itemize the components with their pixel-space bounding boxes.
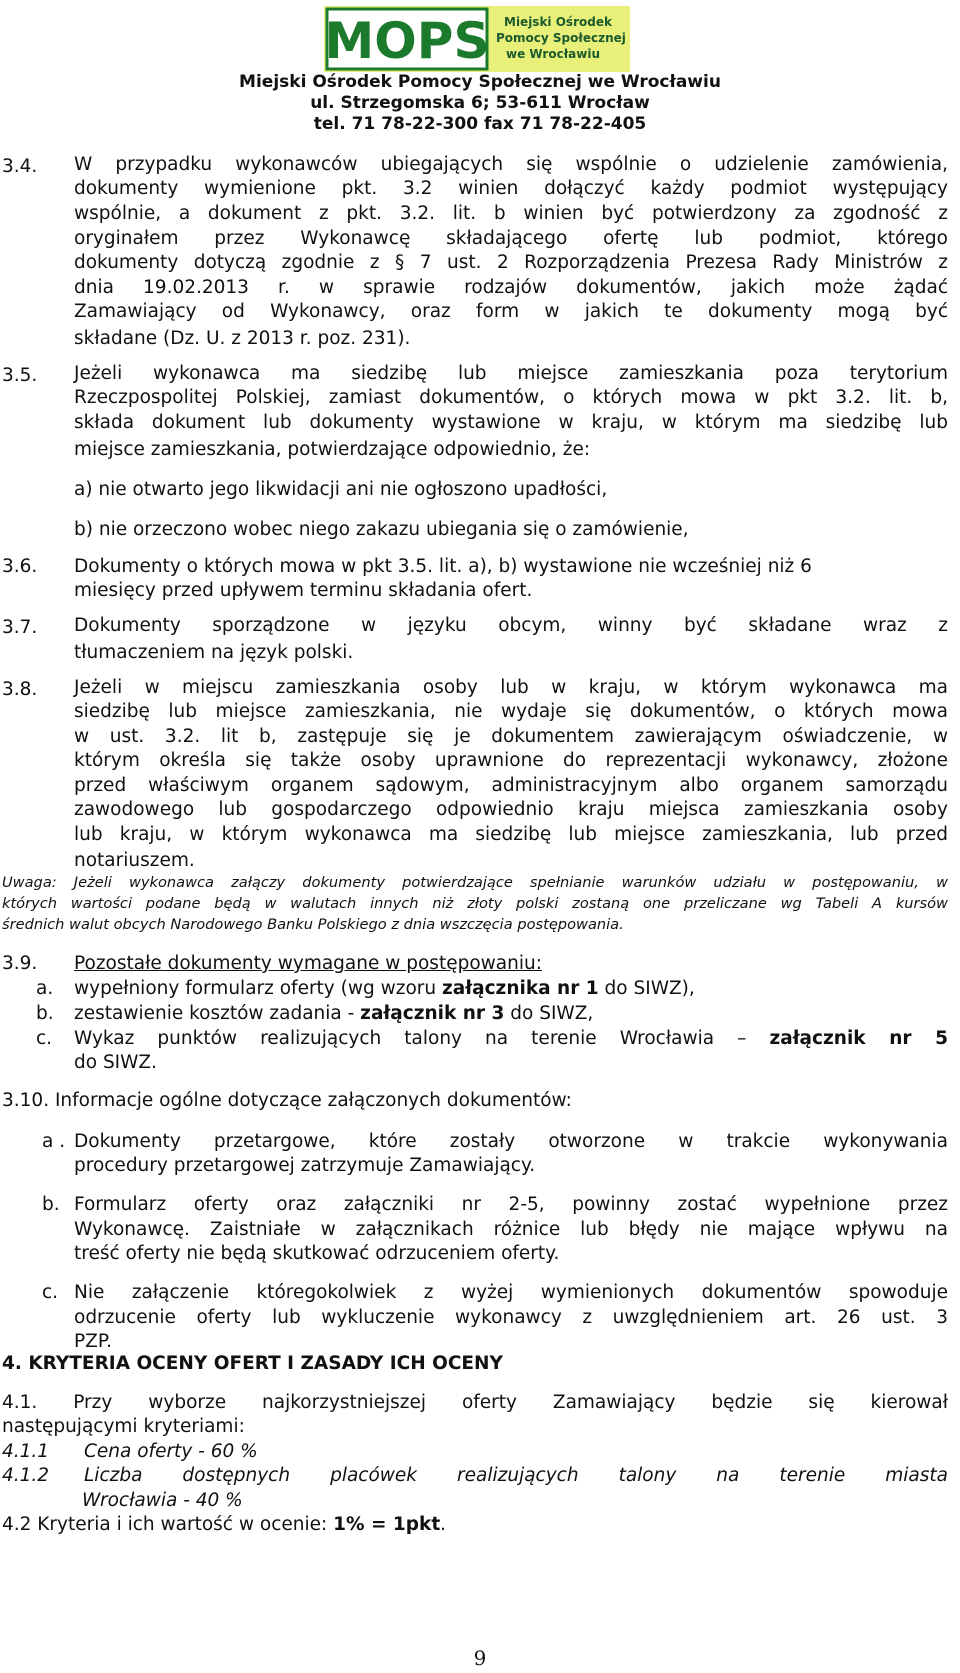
text-line: przed właściwym organem sądowym, administracyjnym albo organem samorządu [74, 775, 948, 796]
text-line: Wykonawcę. Zaistniałe w załącznikach różnice lub błędy nie mające wpływu na [74, 1219, 948, 1240]
section-number: 3.7. [2, 617, 38, 638]
text-line: składa dokument lub dokumenty wystawione w kraju, w którym ma siedzibę lub [74, 412, 948, 433]
section-heading: 4. KRYTERIA OCENY OFERT I ZASADY ICH OCENY [2, 1353, 503, 1374]
text-line: Jeżeli wykonawca ma siedzibę lub miejsce zamieszkania poza terytorium [74, 363, 948, 384]
list-marker: a . [42, 1131, 66, 1152]
text-line: Dokumenty sporządzone w języku obcym, winny być składane wraz z [74, 615, 948, 636]
text-line: siedzibę lub miejsce zamieszkania, nie wydaje się dokumentów, o których mowa [74, 701, 948, 722]
criterion-text: Cena oferty - 60 % [84, 1441, 258, 1462]
text-line: Zamawiający od Wykonawcy, oraz form w jakich te dokumenty mogą być [74, 301, 948, 322]
text-line: wspólnie, a dokument z pkt. 3.2. lit. b winien być potwierdzony za zgodność z [74, 203, 948, 224]
section-number: 3.8. [2, 679, 38, 700]
criteria-value-line: 4.2 Kryteria i ich wartość w ocenie: 1% = 1pkt. [2, 1514, 447, 1535]
text-line: lub kraju, w którym wykonawca ma siedzibę lub miejsce zamieszkania, lub przed [74, 824, 948, 845]
list-item: b) nie orzeczono wobec niego zakazu ubiegania się o zamówienie, [74, 519, 689, 540]
list-item-cont: do SIWZ. [74, 1052, 157, 1073]
list-marker: a. [36, 978, 54, 999]
list-marker: c. [36, 1028, 53, 1049]
section-title: 3.10. Informacje ogólne dotyczące załączonych dokumentów: [2, 1090, 572, 1111]
note-line: średnich walut obcych Narodowego Banku Polskiego z dnia wszczęcia postępowania. [2, 916, 624, 933]
text-line: Nie załączenie któregokolwiek z wyżej wymienionych dokumentów spowoduje [74, 1282, 948, 1303]
criterion-text-cont: Wrocławia - 40 % [82, 1490, 243, 1511]
note-line: których wartości podane będą w walutach innych niż złoty polski zostaną one przeliczane wg Tabeli A kursów [2, 895, 948, 912]
text-line: procedury przetargowej zatrzymuje Zamawiający. [74, 1155, 536, 1176]
text-line: Jeżeli w miejscu zamieszkania osoby lub w kraju, w którym wykonawca ma [74, 677, 948, 698]
criterion-number: 4.1.2 [2, 1465, 50, 1486]
list-marker: c. [42, 1282, 59, 1303]
header-phone: tel. 71 78-22-300 fax 71 78-22-405 [313, 114, 647, 134]
text-line: następującymi kryteriami: [2, 1416, 245, 1437]
text-line: notariuszem. [74, 850, 195, 871]
text-line: w ust. 3.2. lit b, zastępuje się je dokumentem zawierającym oświadczenie, w [74, 726, 948, 747]
mops-logo [324, 6, 630, 72]
text-line: odrzucenie oferty lub wykluczenie wykonawcy z uwzględnieniem art. 26 ust. 3 [74, 1307, 948, 1328]
logo-sub-2: Pomocy Społecznej [496, 31, 626, 45]
header-institution: Miejski Ośrodek Pomocy Społecznej we Wrocławiu [239, 72, 721, 92]
text-line: treść oferty nie będą skutkować odrzuceniem oferty. [74, 1243, 560, 1264]
logo-text: MOPS [324, 12, 490, 70]
criterion-text: Liczba dostępnych placówek realizujących talony na terenie miasta [84, 1465, 948, 1486]
text-line: miesięcy przed upływem terminu składania ofert. [74, 580, 533, 601]
text-line: dokumenty dotyczą zgodnie z § 7 ust. 2 Rozporządzenia Prezesa Rady Ministrów z [74, 252, 948, 273]
logo-sub-3: we Wrocławiu [506, 47, 600, 61]
section-number: 3.9. [2, 953, 38, 974]
list-item: wypełniony formularz oferty (wg wzoru załącznika nr 1 do SIWZ), [74, 978, 695, 999]
list-marker: b. [42, 1194, 60, 1215]
text-line: Dokumenty przetargowe, które zostały otworzone w trakcie wykonywania [74, 1131, 948, 1152]
note-line: Uwaga: Jeżeli wykonawca załączy dokumenty potwierdzające spełnianie warunków udziału w postępowaniu, w [2, 874, 948, 891]
text-line: 4.1. Przy wyborze najkorzystniejszej oferty Zamawiający będzie się kierował [2, 1392, 948, 1413]
section-number: 3.4. [2, 156, 38, 177]
text-line: Formularz oferty oraz załączniki nr 2-5, powinny zostać wypełnione przez [74, 1194, 948, 1215]
text-line: Dokumenty o których mowa w pkt 3.5. lit. a), b) wystawione nie wcześniej niż 6 [74, 556, 812, 577]
text-line: Rzeczpospolitej Polskiej, zamiast dokumentów, o których mowa w pkt 3.2. lit. b, [74, 387, 948, 408]
section-title: Pozostałe dokumenty wymagane w postępowaniu: [74, 953, 542, 974]
text-line: PZP. [74, 1331, 112, 1352]
list-marker: b. [36, 1003, 54, 1024]
section-number: 3.6. [2, 556, 38, 577]
text-line: składane (Dz. U. z 2013 r. poz. 231). [74, 328, 411, 349]
text-line: oryginałem przez Wykonawcę składającego ofertę lub podmiot, którego [74, 228, 948, 249]
criterion-number: 4.1.1 [2, 1441, 50, 1462]
list-item: zestawienie kosztów zadania - załącznik nr 3 do SIWZ, [74, 1003, 594, 1024]
text-line: tłumaczeniem na język polski. [74, 642, 354, 663]
page-number: 9 [473, 1646, 487, 1670]
section-number: 3.5. [2, 365, 38, 386]
header-address: ul. Strzegomska 6; 53-611 Wrocław [310, 93, 650, 113]
text-line: dnia 19.02.2013 r. w sprawie rodzajów dokumentów, jakich może żądać [74, 277, 948, 298]
list-item: a) nie otwarto jego likwidacji ani nie ogłoszono upadłości, [74, 479, 608, 500]
text-line: W przypadku wykonawców ubiegających się wspólnie o udzielenie zamówienia, [74, 154, 948, 175]
text-line: zawodowego lub gospodarczego odpowiednio kraju miejsca zamieszkania osoby [74, 799, 948, 820]
text-line: którym określa się także osoby uprawnione do reprezentacji wykonawcy, złożone [74, 750, 948, 771]
list-item: Wykaz punktów realizujących talony na terenie Wrocławia – załącznik nr 5 [74, 1028, 948, 1049]
logo-sub-1: Miejski Ośrodek [504, 15, 612, 29]
text-line: dokumenty wymienione pkt. 3.2 winien dołączyć każdy podmiot występujący [74, 178, 948, 199]
text-line: miejsce zamieszkania, potwierdzające odpowiednio, że: [74, 439, 591, 460]
